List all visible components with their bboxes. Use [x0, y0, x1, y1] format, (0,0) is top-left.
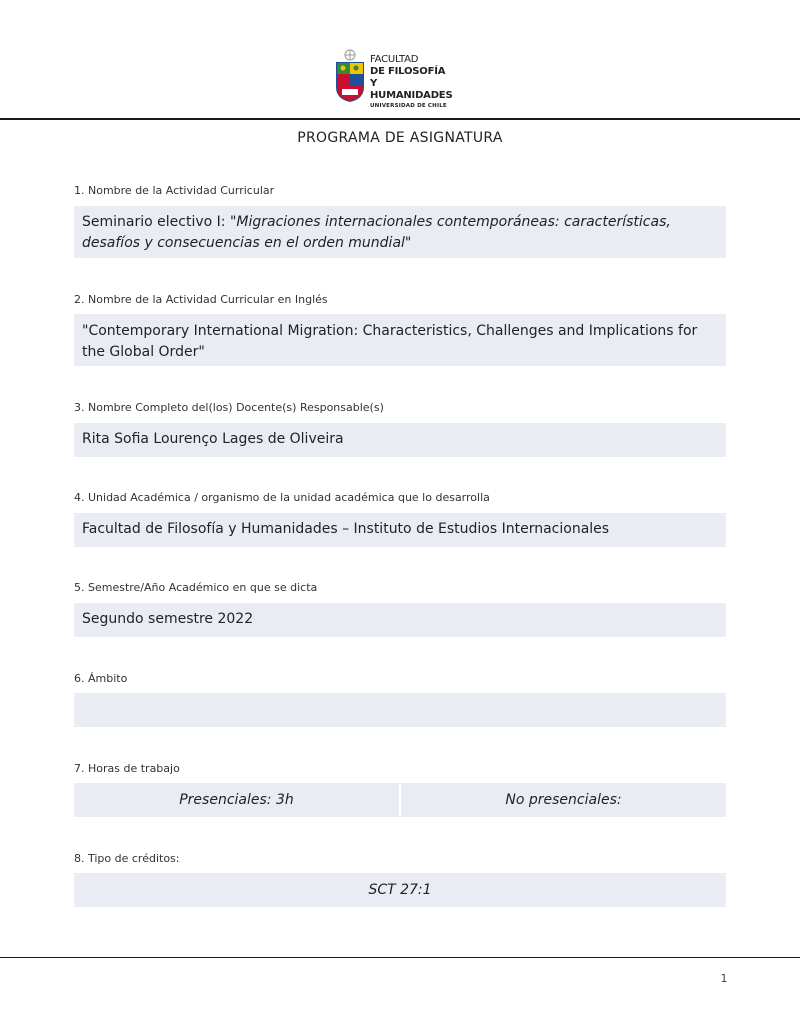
work-hours-table: [74, 783, 726, 817]
section-3-label: 3. Nombre Completo del(los) Docente(s) Responsable(s): [74, 401, 384, 414]
logo-text: [370, 54, 452, 110]
section-5-value: Segundo semestre 2022: [82, 611, 254, 627]
page-title: PROGRAMA DE ASIGNATURA: [297, 130, 503, 146]
section-3-value-box: [74, 423, 726, 457]
university-shield-icon: [334, 49, 366, 103]
section-2-label: 2. Nombre de la Actividad Curricular en Inglés: [74, 293, 328, 306]
section-2-value-box: [74, 314, 726, 366]
section-5-label: 5. Semestre/Año Académico en que se dicta: [74, 581, 318, 594]
no-presenciales-cell: No presenciales:: [401, 783, 726, 817]
section-4-value: Facultad de Filosofía y Humanidades – Instituto de Estudios Internacionales: [82, 521, 610, 537]
credit-type-table: [74, 873, 726, 907]
section-7-label: 7. Horas de trabajo: [74, 762, 180, 775]
section-8-label: 8. Tipo de créditos:: [74, 852, 180, 865]
faculty-logo: [334, 49, 453, 109]
section-5-value-box: [74, 603, 726, 637]
section-2-value: "Contemporary International Migration: Characteristics, Challenges and Implications for the Global Order": [82, 323, 698, 360]
footer-divider: [0, 957, 800, 958]
section-4-value-box: [74, 513, 726, 547]
section-6-label: 6. Ámbito: [74, 672, 128, 685]
logo-line-2: DE FILOSOFÍA: [370, 66, 446, 77]
section-1-label: 1. Nombre de la Actividad Curricular: [74, 184, 275, 197]
header-divider: [0, 118, 800, 120]
credit-type-cell: SCT 27:1: [74, 873, 726, 907]
presenciales-cell: Presenciales: 3h: [74, 783, 399, 817]
page-number: 1: [720, 972, 728, 985]
section-1-value-italic: "Migraciones internacionales contemporáneas: características, desafíos y consecuencias en el orden mundial": [82, 214, 671, 251]
logo-line-1: FACULTAD: [370, 54, 419, 65]
logo-line-4: UNIVERSIDAD DE CHILE: [370, 103, 447, 109]
page-header: [0, 0, 800, 120]
section-1-value-box: [74, 206, 726, 258]
section-1-value-prefix: Seminario electivo I:: [82, 214, 230, 230]
section-4-label: 4. Unidad Académica / organismo de la unidad académica que lo desarrolla: [74, 491, 490, 504]
logo-line-3: Y HUMANIDADES: [370, 78, 453, 101]
section-6-value-box: [74, 693, 726, 727]
section-3-value: Rita Sofia Lourenço Lages de Oliveira: [82, 431, 344, 447]
